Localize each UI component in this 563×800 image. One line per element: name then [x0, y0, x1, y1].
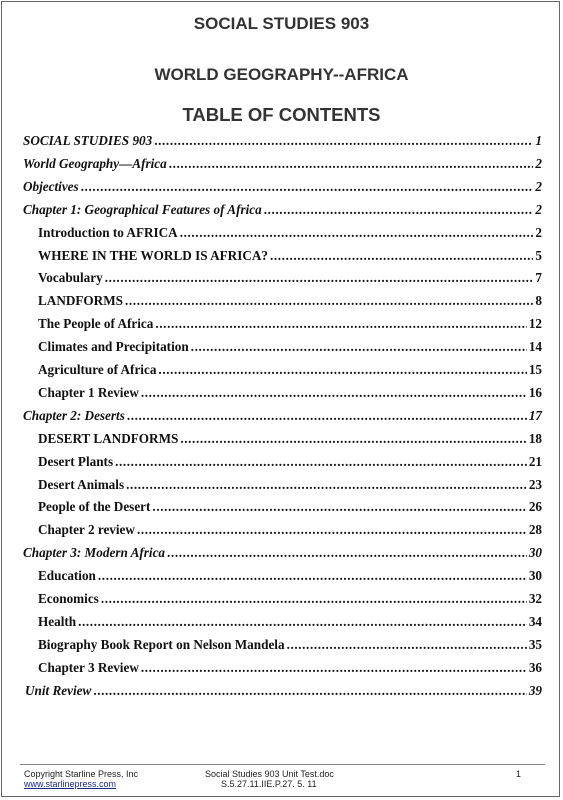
- toc-dot-leader: [154, 133, 533, 149]
- toc-dot-leader: [126, 477, 527, 493]
- toc-dot-leader: [101, 591, 527, 607]
- toc-entry-label: Introduction to AFRICA: [38, 224, 178, 240]
- toc-title: TABLE OF CONTENTS: [182, 104, 381, 125]
- toc-dot-leader: [180, 225, 534, 241]
- footer-website-link[interactable]: www.starlinepress.com: [24, 779, 117, 789]
- toc-entry-label: Chapter 3 Review: [38, 659, 139, 675]
- toc-entry[interactable]: [38, 499, 542, 515]
- toc-entry[interactable]: [38, 316, 542, 332]
- toc-entry-page: 18: [528, 430, 542, 446]
- subject-heading: WORLD GEOGRAPHY--AFRICA: [154, 65, 409, 84]
- toc-entry-page: 2: [535, 201, 542, 217]
- toc-entry-page: 2: [535, 155, 542, 171]
- toc-entry[interactable]: [38, 637, 542, 653]
- toc-entry[interactable]: [38, 477, 542, 493]
- toc-dot-leader: [81, 179, 534, 195]
- toc-dot-leader: [125, 293, 533, 309]
- toc-entry-page: 8: [535, 293, 542, 309]
- toc-entry-page: 14: [528, 339, 542, 355]
- toc-entry-page: 17: [528, 407, 542, 423]
- toc-entry-page: 39: [528, 682, 542, 698]
- toc-entry-label: Objectives: [23, 178, 79, 194]
- toc-dot-leader: [78, 614, 527, 630]
- toc-dot-leader: [152, 499, 526, 515]
- toc-entry-page: 34: [528, 613, 542, 629]
- toc-entry[interactable]: [23, 179, 542, 195]
- toc-entry[interactable]: [38, 522, 542, 538]
- toc-dot-leader: [141, 660, 527, 676]
- toc-entry-page: 30: [528, 545, 542, 561]
- toc-entry[interactable]: [38, 339, 542, 355]
- toc-dot-leader: [191, 339, 527, 355]
- toc-dot-leader: [93, 683, 527, 699]
- toc-entry-label: Desert Animals: [38, 476, 125, 492]
- toc-entry-page: 36: [528, 659, 542, 675]
- toc-entry-label: LANDFORMS: [38, 293, 123, 309]
- toc-entry-label: Unit Review: [25, 682, 92, 698]
- toc-entry-label: Biography Book Report on Nelson Mandela: [38, 636, 285, 652]
- toc-entry-page: 30: [528, 568, 542, 584]
- course-heading: SOCIAL STUDIES 903: [193, 14, 370, 33]
- toc-dot-leader: [105, 270, 534, 286]
- toc-entry-page: 21: [528, 453, 542, 469]
- footer-doc-code: S.5.27.11.IIE.P.27. 5. 11: [221, 779, 317, 789]
- toc-dot-leader: [115, 454, 527, 470]
- toc-entry[interactable]: [23, 408, 542, 424]
- toc-dot-leader: [180, 431, 526, 447]
- toc-entry[interactable]: [38, 248, 542, 264]
- toc-entry[interactable]: [38, 614, 542, 630]
- toc-entry-page: 15: [528, 362, 542, 377]
- toc-entry[interactable]: [38, 362, 542, 378]
- toc-entry-label: WHERE IN THE WORLD IS AFRICA?: [38, 247, 268, 263]
- toc-entry-page: 7: [535, 270, 542, 286]
- toc-dot-leader: [155, 316, 526, 332]
- footer-page-number: 1: [516, 769, 522, 779]
- footer-divider: [20, 764, 545, 765]
- toc-entry[interactable]: [38, 431, 542, 447]
- toc-entry-label: Chapter 3: Modern Africa: [23, 545, 166, 561]
- toc-dot-leader: [158, 362, 526, 378]
- toc-entry-page: 2: [535, 178, 542, 194]
- toc-entry-page: 28: [528, 522, 542, 538]
- toc-entry[interactable]: [25, 683, 542, 699]
- toc-entry[interactable]: [38, 454, 542, 470]
- toc-dot-leader: [98, 568, 527, 584]
- toc-entry-page: 35: [528, 636, 542, 652]
- toc-entry[interactable]: [38, 270, 542, 286]
- toc-entry-label: Desert Plants: [38, 453, 114, 469]
- toc-entry[interactable]: [23, 133, 542, 149]
- toc-entry-page: 16: [528, 384, 542, 400]
- footer-doc-name: Social Studies 903 Unit Test.doc: [205, 769, 334, 779]
- toc-dot-leader: [270, 248, 533, 264]
- toc-dot-leader: [137, 522, 527, 538]
- toc-entry-label: Chapter 2: Deserts: [23, 407, 125, 423]
- toc-entry-page: 32: [528, 591, 542, 606]
- toc-entry-label: Economics: [38, 591, 99, 606]
- toc-entry-label: Chapter 1 Review: [38, 384, 139, 400]
- toc-dot-leader: [141, 385, 527, 401]
- toc-entry-label: Health: [38, 613, 77, 629]
- toc-entry[interactable]: [38, 591, 542, 607]
- toc-entry-page: 2: [535, 224, 542, 240]
- toc-entry[interactable]: [23, 156, 542, 172]
- toc-entry-page: 26: [528, 499, 542, 515]
- toc-entry[interactable]: [38, 225, 542, 241]
- toc-entry-label: Vocabulary: [38, 270, 103, 286]
- toc-entry-label: SOCIAL STUDIES 903: [23, 133, 153, 148]
- toc-entry-label: Chapter 1: Geographical Features of Africa: [23, 201, 262, 217]
- toc-entry-label: World Geography—Africa: [23, 155, 167, 171]
- toc-entry-label: The People of Africa: [38, 316, 154, 332]
- toc-entry[interactable]: [38, 385, 542, 401]
- toc-entry-label: People of the Desert: [38, 499, 151, 515]
- toc-dot-leader: [127, 408, 527, 424]
- toc-dot-leader: [169, 156, 534, 172]
- footer-copyright: Copyright Starline Press, Inc: [24, 769, 139, 779]
- toc-entry-page: 12: [528, 316, 542, 332]
- toc-entry[interactable]: [38, 660, 542, 676]
- toc-dot-leader: [287, 637, 527, 653]
- toc-dot-leader: [264, 202, 534, 218]
- footer-center: [205, 769, 334, 789]
- toc-entry-label: Education: [38, 568, 96, 584]
- toc-entry[interactable]: [23, 202, 542, 218]
- toc-entry-label: DESERT LANDFORMS: [38, 430, 179, 446]
- footer-left: [24, 769, 138, 789]
- toc-entry-page: 1: [535, 133, 542, 148]
- toc-entry[interactable]: [38, 293, 542, 309]
- toc-entry-page: 23: [528, 476, 542, 492]
- toc-entry-page: 5: [535, 247, 542, 263]
- toc-entry[interactable]: [23, 545, 542, 561]
- toc-dot-leader: [167, 545, 527, 561]
- toc-entry[interactable]: [38, 568, 542, 584]
- toc-entry-label: Climates and Precipitation: [38, 339, 189, 355]
- toc-entry-label: Agriculture of Africa: [38, 362, 157, 377]
- toc-entry-label: Chapter 2 review: [38, 522, 135, 538]
